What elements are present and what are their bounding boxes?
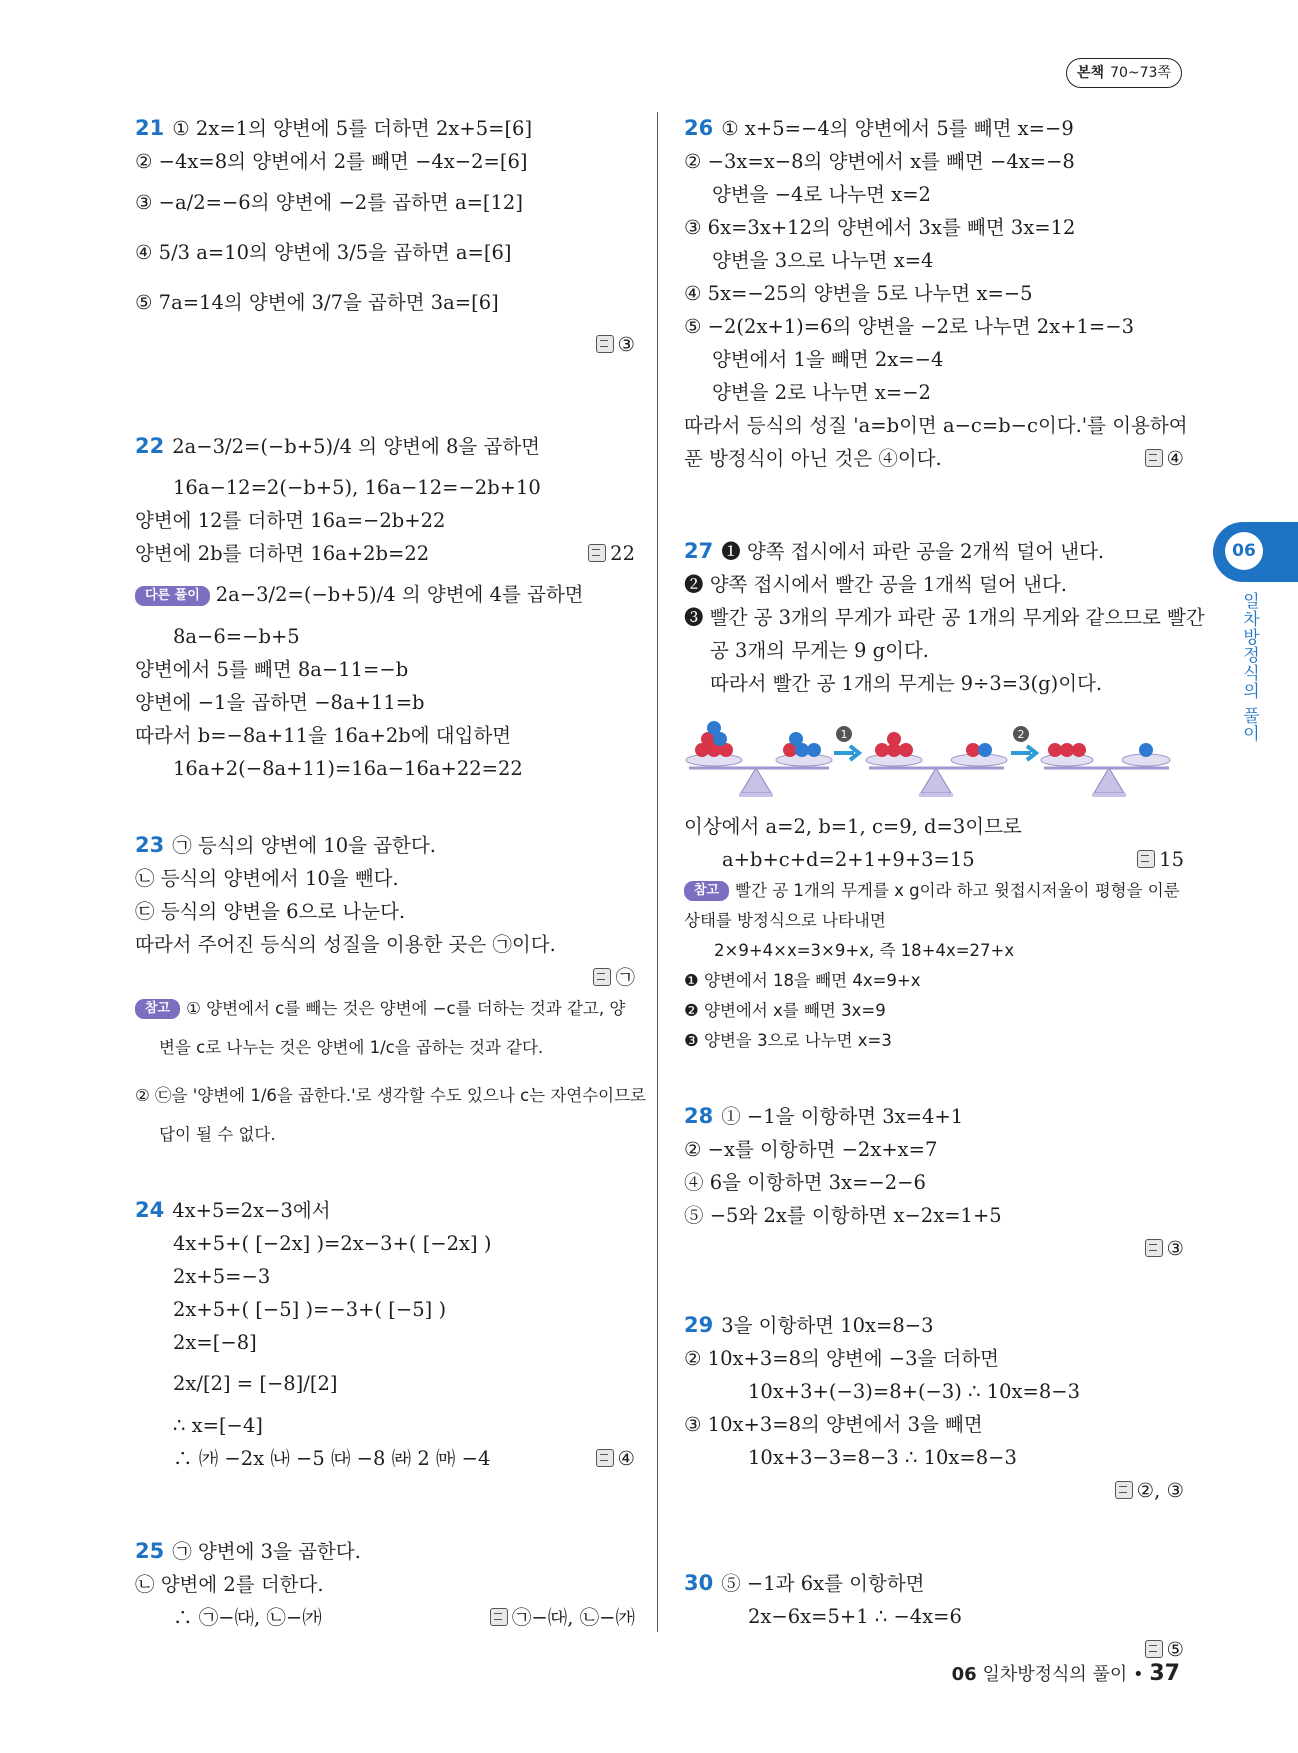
- scale-3: [1041, 743, 1170, 797]
- solution-line: ① x+5=−4의 양변에서 5를 빼면 x=−9: [721, 117, 1074, 140]
- note-line: 2×9+4×x=3×9+x, 즉 18+4x=27+x: [714, 941, 1015, 960]
- step-arrow-2: [1011, 726, 1036, 760]
- solution-line: ② −4x=8의 양변에서 2를 빼면 −4x−2=[6]: [135, 150, 528, 173]
- problem-30: [684, 1567, 1184, 1666]
- solution-line: ① 2x=1의 양변에 5를 더하면 2x+5=[6]: [172, 117, 533, 140]
- answer-icon: [588, 544, 606, 562]
- problem-number: 29: [684, 1313, 714, 1337]
- solution-line: ⑤ −2(2x+1)=6의 양변을 −2로 나누면 2x+1=−3: [684, 315, 1135, 338]
- solution-line: 양변에서 1을 빼면 2x=−4: [712, 348, 944, 371]
- note-line: 변을 c로 나누는 것은 양변에 1/c을 곱하는 것과 같다.: [159, 1038, 544, 1057]
- problem-28: [684, 1100, 1184, 1265]
- solution-line: ④ 5x=−25의 양변을 5로 나누면 x=−5: [684, 282, 1033, 305]
- solution-line: 양변을 2로 나누면 x=−2: [712, 381, 931, 404]
- answer-icon: [596, 1449, 614, 1467]
- answer-value: 15: [1159, 848, 1184, 871]
- answer-icon: [593, 968, 611, 986]
- problem-26: [684, 112, 1188, 475]
- problem-number: 26: [684, 116, 714, 140]
- solution-line: 양변을 3으로 나누면 x=4: [712, 249, 934, 272]
- solution-line: ㉡ 양변에 2를 더한다.: [135, 1573, 324, 1596]
- solution-line: 10x+3+(−3)=8+(−3) ∴ 10x=8−3: [748, 1380, 1081, 1403]
- solution-line: 푼 방정식이 아닌 것은 ④이다.: [684, 447, 942, 470]
- note-line: 상태를 방정식으로 나타내면: [684, 911, 886, 930]
- solution-line: 2a−3/2=(−b+5)/4 의 양변에 8을 곱하면: [172, 435, 540, 458]
- chapter-tab-number: 06: [1225, 532, 1263, 570]
- left-column: [135, 112, 646, 1634]
- column-divider: [657, 112, 658, 1632]
- solution-line: 양변에 2b를 더하면 16a+2b=22: [135, 542, 430, 565]
- solution-line: 10x+3−3=8−3 ∴ 10x=8−3: [748, 1446, 1017, 1469]
- answer-value: ②, ③: [1136, 1479, 1184, 1502]
- solution-line: ③ −a/2=−6의 양변에 −2를 곱하면 a=[12]: [135, 191, 523, 214]
- footer-chapter: 06: [951, 1664, 977, 1685]
- note-line: ② ㉢을 '양변에 1/6을 곱한다.'로 생각할 수도 있으나 c는 자연수이므로: [135, 1086, 646, 1105]
- solution-line: ② 10x+3=8의 양변에 −3을 더하면: [684, 1347, 1000, 1370]
- solution-line: 따라서 b=−8a+11을 16a+2b에 대입하면: [135, 724, 512, 747]
- solution-line: 4x+5=2x−3에서: [172, 1199, 331, 1222]
- solution-line: ③ 6x=3x+12의 양변에서 3x를 빼면 3x=12: [684, 216, 1076, 239]
- solution-line: 4x+5+( [−2x] )=2x−3+( [−2x] ): [173, 1232, 492, 1255]
- problem-number: 24: [135, 1198, 165, 1222]
- footer-separator: •: [1133, 1664, 1144, 1685]
- solution-line: ∴ ㉠−㈐, ㉡−㈎: [173, 1606, 322, 1629]
- answer-icon: [1145, 1239, 1163, 1257]
- answer-icon: [1145, 1640, 1163, 1658]
- answer-value: ㉠: [615, 966, 635, 989]
- alternative-solution-badge: 다른 풀이: [135, 586, 210, 606]
- solution-line: 따라서 등식의 성질 'a=b이면 a−c=b−c이다.'를 이용하여: [684, 414, 1188, 437]
- solution-line: ⑤ −5와 2x를 이항하면 x−2x=1+5: [684, 1204, 1002, 1227]
- solution-line: 2x+5+( [−5] )=−3+( [−5] ): [173, 1298, 447, 1321]
- page-number: 37: [1149, 1661, 1180, 1686]
- problem-number: 27: [684, 539, 714, 563]
- answer-icon: [1115, 1481, 1133, 1499]
- solution-line: ㉢ 등식의 양변을 6으로 나눈다.: [135, 900, 406, 923]
- problem-25: [135, 1535, 635, 1634]
- solution-line: 양변에 −1을 곱하면 −8a+11=b: [135, 691, 425, 714]
- problem-number: 28: [684, 1104, 714, 1128]
- note-line: ❸ 양변을 3으로 나누면 x=3: [684, 1031, 892, 1050]
- solution-line: ❶ 양쪽 접시에서 파란 공을 2개씩 덜어 낸다.: [721, 540, 1105, 563]
- answer-value: ㉠−㈐, ㉡−㈎: [511, 1606, 635, 1629]
- page-reference-bold: 본책: [1077, 65, 1105, 81]
- solution-line: ∴ x=[−4]: [173, 1414, 263, 1437]
- note-line: 답이 될 수 없다.: [159, 1125, 276, 1144]
- solution-line: ⑤ 7a=14의 양변에 3/7을 곱하면 3a=[6]: [135, 291, 499, 314]
- scale-1: [686, 721, 832, 797]
- solution-line: 공 3개의 무게는 9 g이다.: [710, 639, 929, 662]
- answer-value: ③: [1166, 1237, 1184, 1260]
- answer-value: ④: [617, 1447, 635, 1470]
- page-footer: [952, 1660, 1180, 1686]
- answer-value: ⑤: [1166, 1638, 1184, 1661]
- solution-line: 2a−3/2=(−b+5)/4 의 양변에 4를 곱하면: [215, 583, 584, 606]
- solution-line: 양변을 −4로 나누면 x=2: [712, 183, 931, 206]
- note-line: ① 양변에서 c를 빼는 것은 양변에 −c를 더하는 것과 같고, 양: [186, 999, 626, 1018]
- note-line: ❷ 양변에서 x를 빼면 3x=9: [684, 1001, 886, 1020]
- solution-line: ㉡ 등식의 양변에서 10을 뺀다.: [135, 867, 399, 890]
- solution-line: 3을 이항하면 10x=8−3: [721, 1314, 934, 1337]
- problem-29: [684, 1309, 1184, 1507]
- solution-line: 따라서 주어진 등식의 성질을 이용한 곳은 ㉠이다.: [135, 933, 556, 956]
- right-column: [684, 112, 1205, 1666]
- problem-24: [135, 1194, 635, 1475]
- solution-line: ④ 5/3 a=10의 양변에 3/5을 곱하면 a=[6]: [135, 241, 512, 264]
- step-label: 1: [840, 728, 848, 741]
- solution-line: ④ 6을 이항하면 3x=−2−6: [684, 1171, 926, 1194]
- solution-line: 2x=[−8]: [173, 1331, 257, 1354]
- answer-value: ④: [1166, 447, 1184, 470]
- problem-number: 25: [135, 1539, 165, 1563]
- solution-line: 이상에서 a=2, b=1, c=9, d=3이므로: [684, 815, 1022, 838]
- solution-line: 따라서 빨간 공 1개의 무게는 9÷3=3(g)이다.: [710, 672, 1103, 695]
- solution-line: ① −1을 이항하면 3x=4+1: [721, 1105, 964, 1128]
- solution-line: a+b+c+d=2+1+9+3=15: [722, 848, 975, 871]
- footer-title: 일차방정식의 풀이: [982, 1664, 1128, 1685]
- solution-line: ∴ ㈎ −2x ㈏ −5 ㈐ −8 ㈑ 2 ㈒ −4: [173, 1447, 491, 1470]
- page-reference-badge: [1066, 58, 1182, 88]
- solution-line: ② −x를 이항하면 −2x+x=7: [684, 1138, 938, 1161]
- solution-line: 8a−6=−b+5: [173, 625, 300, 648]
- solution-line: 2x+5=−3: [173, 1265, 271, 1288]
- solution-line: 2x−6x=5+1 ∴ −4x=6: [748, 1605, 962, 1628]
- chapter-tab-title: 일차방정식의 풀이: [1239, 592, 1259, 743]
- note-line: 빨간 공 1개의 무게를 x g이라 하고 윗접시저울이 평형을 이룬: [735, 881, 1180, 900]
- step-label: 2: [1017, 728, 1025, 741]
- problem-number: 23: [135, 833, 165, 857]
- problem-27: [684, 535, 1205, 1056]
- solution-line: ② −3x=x−8의 양변에서 x를 빼면 −4x=−8: [684, 150, 1075, 173]
- solution-line: 양변에서 5를 빼면 8a−11=−b: [135, 658, 409, 681]
- answer-value: ③: [617, 333, 635, 356]
- solution-line: 2x/[2] = [−8]/[2]: [173, 1372, 338, 1395]
- problem-21: [135, 112, 635, 361]
- answer-icon: [1137, 850, 1155, 868]
- problem-number: 30: [684, 1571, 714, 1595]
- solution-line: 양변에 12를 더하면 16a=−2b+22: [135, 509, 446, 532]
- answer-icon: [490, 1608, 508, 1626]
- solution-line: 16a−12=2(−b+5), 16a−12=−2b+10: [173, 476, 541, 499]
- problem-23: [135, 829, 646, 1150]
- answer-icon: [1145, 449, 1163, 467]
- solution-line: ㉠ 양변에 3을 곱한다.: [172, 1540, 361, 1563]
- solution-line: 16a+2(−8a+11)=16a−16a+22=22: [173, 757, 523, 780]
- balance-scale-illustration: [684, 708, 1174, 804]
- step-arrow-1: [834, 726, 859, 760]
- scale-2: [866, 732, 1007, 797]
- problem-number: 21: [135, 116, 165, 140]
- problem-number: 22: [135, 434, 165, 458]
- solution-line: ③ 10x+3=8의 양변에서 3을 빼면: [684, 1413, 983, 1436]
- problem-22: [135, 421, 635, 785]
- solution-line: ❷ 양쪽 접시에서 빨간 공을 1개씩 덜어 낸다.: [684, 573, 1067, 596]
- solution-line: ㉠ 등식의 양변에 10을 곱한다.: [172, 834, 436, 857]
- note-badge: 참고: [135, 999, 180, 1019]
- solution-line: ⑤ −1과 6x를 이항하면: [721, 1572, 925, 1595]
- answer-value: 22: [610, 542, 635, 565]
- balance-scale-figure: [684, 708, 1184, 804]
- answer-icon: [596, 335, 614, 353]
- note-badge: 참고: [684, 881, 729, 901]
- note-line: ❶ 양변에서 18을 빼면 4x=9+x: [684, 971, 921, 990]
- solution-line: ❸ 빨간 공 3개의 무게가 파란 공 1개의 무게와 같으므로 빨간: [684, 606, 1205, 629]
- page-reference-range: 70~73쪽: [1110, 65, 1171, 81]
